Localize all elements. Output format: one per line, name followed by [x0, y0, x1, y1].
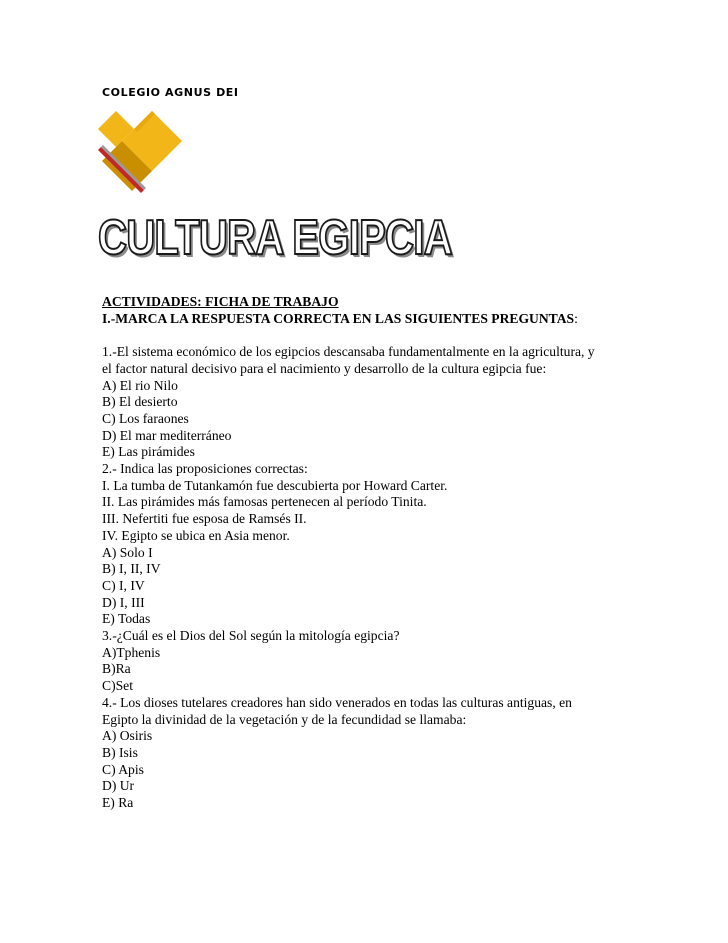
school-name: COLEGIO AGNUS DEI — [102, 86, 239, 99]
question-4-line-2: Egipto la divinidad de la vegetación y de la fecundidad se llamaba: — [102, 711, 467, 727]
question-1-option-a: A) El rio Nilo — [102, 377, 178, 393]
question-4-option-a: A) Osiris — [102, 728, 153, 744]
question-1-line-2: el factor natural decisivo para el nacimiento y desarrollo de la cultura egipcia fue: — [102, 360, 547, 376]
question-2-line-5: IV. Egipto se ubica en Asia menor. — [102, 527, 290, 543]
school-logo — [96, 108, 186, 198]
question-2-option-b: B) I, II, IV — [102, 561, 161, 577]
question-4-option-e: E) Ra — [102, 795, 134, 811]
question-3-option-c: C)Set — [102, 678, 133, 694]
question-1-option-d: D) El mar mediterráneo — [102, 427, 232, 443]
question-3-option-b: B)Ra — [102, 661, 131, 677]
question-3-line-1: 3.-¿Cuál es el Dios del Sol según la mitología egipcia? — [102, 628, 400, 644]
question-2-line-4: III. Nefertiti fue esposa de Ramsés II. — [102, 511, 307, 527]
question-2-option-e: E) Todas — [102, 611, 151, 627]
worksheet-body — [102, 294, 632, 812]
page-title: CULTURA EGIPCIA — [98, 211, 452, 265]
question-2-line-1: 2.- Indica las proposiciones correctas: — [102, 461, 308, 477]
question-4-option-d: D) Ur — [102, 778, 135, 794]
question-2-option-d: D) I, III — [102, 594, 145, 610]
question-1-option-e: E) Las pirámides — [102, 444, 195, 460]
instruction-text: I.-MARCA LA RESPUESTA CORRECTA EN LAS SIGUIENTES PREGUNTAS — [102, 310, 575, 326]
question-1-option-c: C) Los faraones — [102, 410, 189, 426]
question-4-option-c: C) Apis — [102, 761, 144, 777]
question-3-option-a: A)Tphenis — [102, 644, 161, 660]
question-4-line-1: 4.- Los dioses tutelares creadores han sido venerados en todas las culturas antiguas, en — [102, 694, 572, 710]
question-2-option-c: C) I, IV — [102, 577, 145, 593]
question-1-option-b: B) El desierto — [102, 394, 178, 410]
question-4-option-b: B) Isis — [102, 744, 138, 760]
worksheet-heading: ACTIVIDADES: FICHA DE TRABAJO — [102, 294, 339, 309]
question-1-line-1: 1.-El sistema económico de los egipcios descansaba fundamentalmente en la agricultura, y — [102, 344, 595, 360]
worksheet-instruction — [102, 311, 632, 328]
instruction-colon: : — [574, 310, 578, 326]
question-2-line-2: I. La tumba de Tutankamón fue descubierta por Howard Carter. — [102, 477, 448, 493]
question-2-option-a: A) Solo I — [102, 544, 153, 560]
question-2-line-3: II. Las pirámides más famosas pertenecen al período Tinita. — [102, 494, 427, 510]
spacer — [102, 327, 632, 344]
school-logo-graphic — [96, 108, 186, 198]
